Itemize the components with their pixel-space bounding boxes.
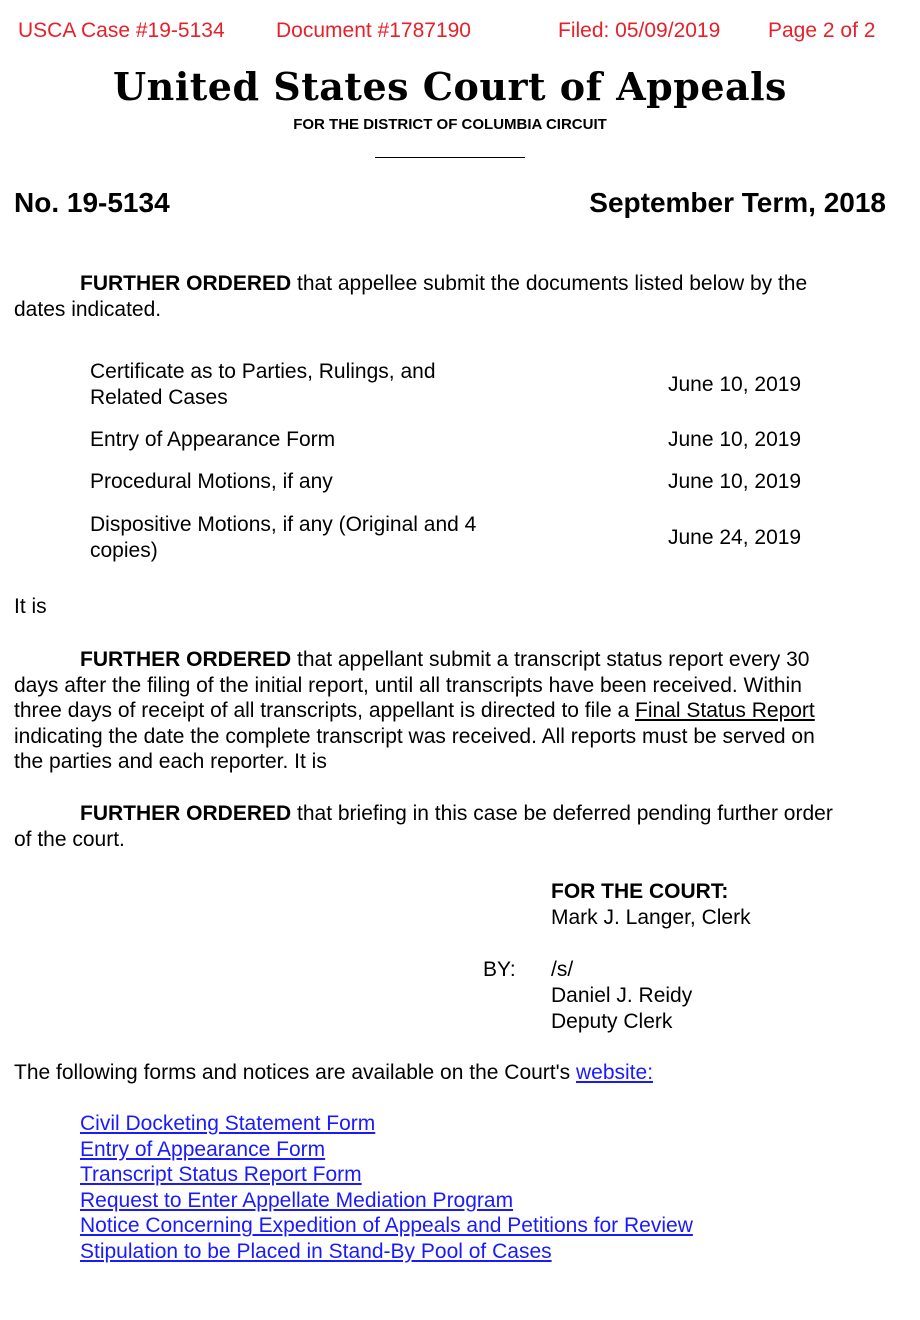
for-the-court-label: FOR THE COURT: [551, 880, 729, 903]
header-filed-date: Filed: 05/09/2019 [558, 19, 721, 42]
order-lead: FURTHER ORDERED [80, 272, 292, 295]
website-link[interactable]: website: [575, 1061, 654, 1084]
document-name: Procedural Motions, if any [90, 470, 333, 493]
court-term: September Term, 2018 [589, 187, 886, 218]
link-entry-of-appearance-form[interactable]: Entry of Appearance Form [80, 1137, 326, 1161]
order-paragraph-transcript: FURTHER ORDERED that appellant submit a transcript status report every 30 days after the filing of the initial report, until all transcripts have been received. Within three days of receipt of all transcripts, appellant is directed to file a Final Status Report indicating the date the complete transcript was received. All reports must be served on the parties and each reporter. It is [14, 648, 815, 774]
by-label: BY: [483, 958, 516, 981]
signature-mark: /s/ [551, 958, 574, 981]
court-name: United States Court of Appeals [113, 64, 787, 109]
order-paragraph-documents: FURTHER ORDERED that appellee submit the documents listed below by the dates indicated. [14, 272, 808, 321]
court-circuit: FOR THE DISTRICT OF COLUMBIA CIRCUIT [293, 116, 607, 133]
document-due-date: June 10, 2019 [668, 373, 802, 396]
link-stand-by-pool-stipulation[interactable]: Stipulation to be Placed in Stand-By Pool of Cases [80, 1239, 552, 1263]
case-number: No. 19-5134 [14, 187, 170, 218]
document-name: Certificate as to Parties, Rulings, and [90, 360, 436, 383]
document-due-date: June 24, 2019 [668, 526, 802, 549]
form-links-list [80, 1111, 693, 1265]
final-status-report-term: Final Status Report [635, 699, 815, 723]
document-due-date: June 10, 2019 [668, 470, 802, 493]
order-lead: FURTHER ORDERED [80, 802, 292, 825]
header-document-number: Document #1787190 [276, 19, 471, 42]
link-expedition-of-appeals-notice[interactable]: Notice Concerning Expedition of Appeals and Petitions for Review [80, 1214, 693, 1238]
link-appellate-mediation-program[interactable]: Request to Enter Appellate Mediation Program [80, 1188, 514, 1212]
deputy-clerk-title: Deputy Clerk [551, 1010, 673, 1033]
link-transcript-status-report-form[interactable]: Transcript Status Report Form [80, 1163, 362, 1187]
it-is-text: It is [14, 595, 47, 618]
order-lead: FURTHER ORDERED [80, 648, 292, 671]
document-name: Entry of Appearance Form [90, 428, 336, 451]
title-rule [375, 157, 525, 158]
link-civil-docketing-statement-form[interactable]: Civil Docketing Statement Form [80, 1112, 376, 1135]
document-name: Dispositive Motions, if any (Original and 4 [90, 513, 477, 536]
forms-notice: The following forms and notices are available on the Court's website: [14, 1061, 654, 1084]
header-case-number: USCA Case #19-5134 [18, 19, 225, 42]
header-page-number: Page 2 of 2 [768, 19, 876, 42]
order-paragraph-briefing: FURTHER ORDERED that briefing in this case be deferred pending further order of the court. [14, 802, 833, 851]
document-due-date: June 10, 2019 [668, 428, 802, 451]
deputy-clerk-name: Daniel J. Reidy [551, 984, 693, 1007]
clerk-name: Mark J. Langer, Clerk [551, 906, 751, 929]
